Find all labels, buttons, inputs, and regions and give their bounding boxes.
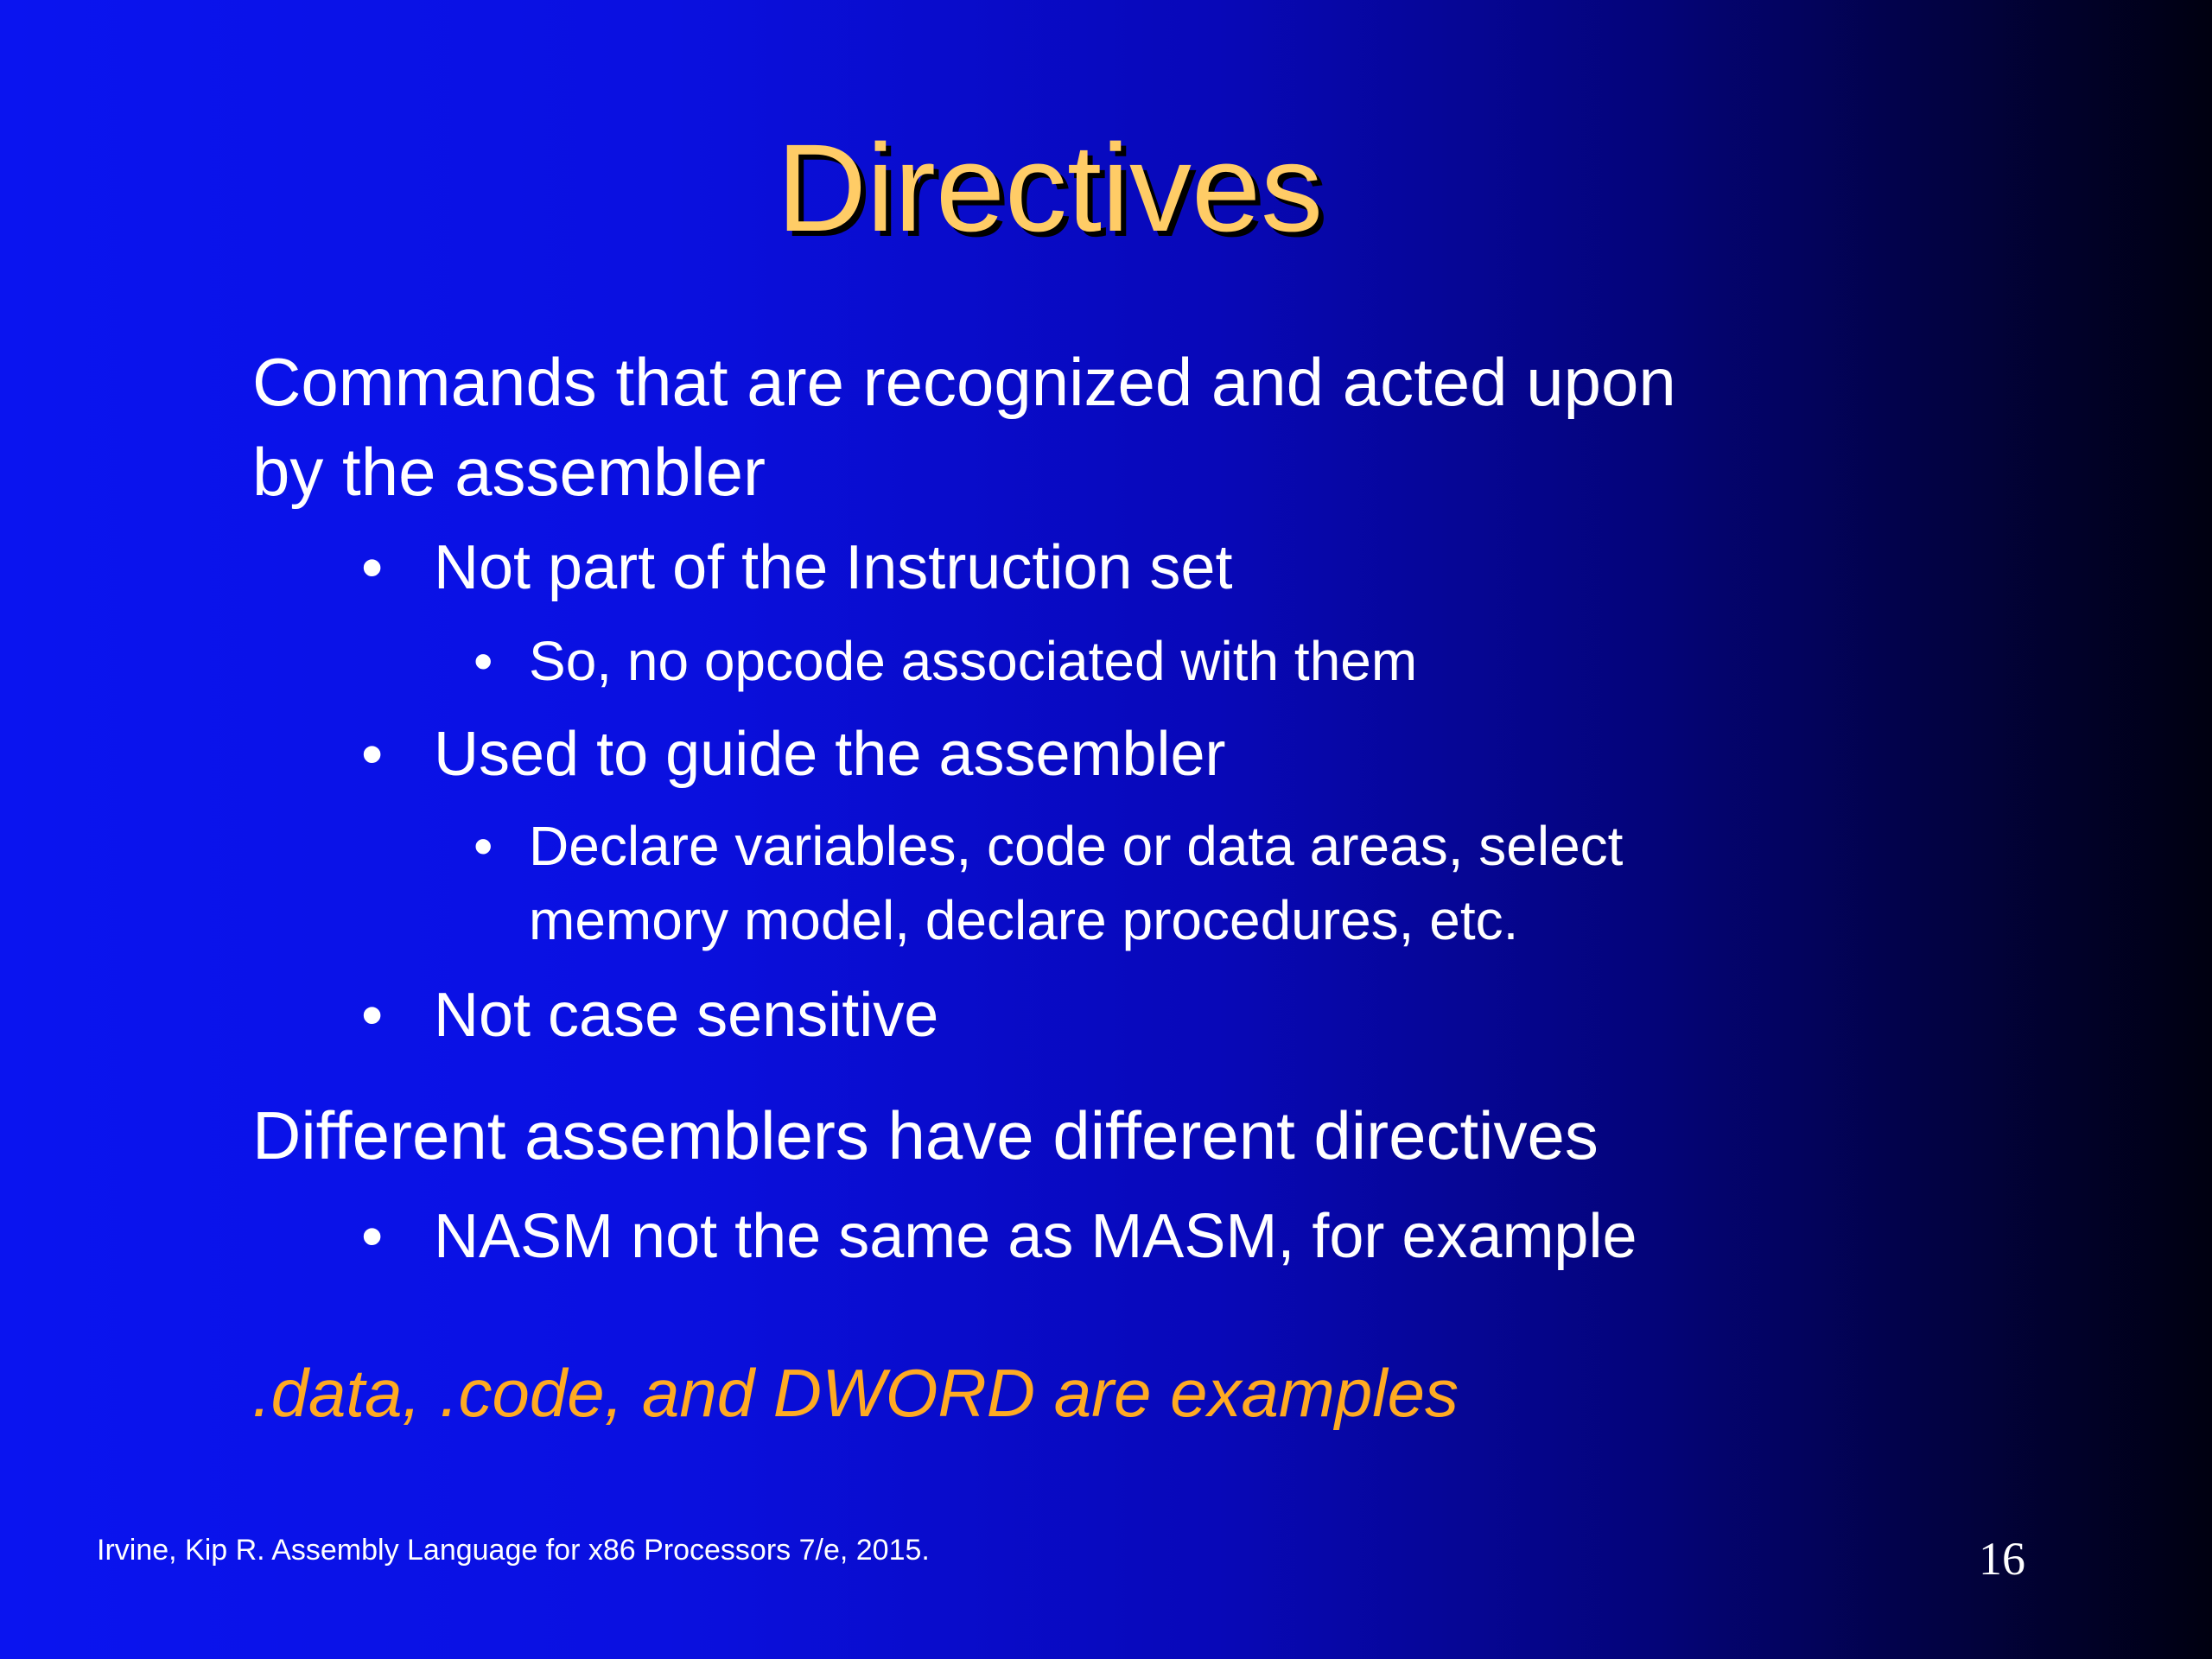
sub-bullet-marker: • — [474, 630, 493, 692]
slide-title: Directives — [776, 118, 1324, 257]
different-assemblers-point: Different assemblers have different directives — [252, 1097, 1599, 1173]
sub-bullet-no-opcode: So, no opcode associated with them — [529, 630, 1418, 692]
bullet-not-case-sensitive: Not case sensitive — [434, 981, 939, 1050]
sub-bullet-marker: • — [474, 815, 493, 877]
citation-footer: Irvine, Kip R. Assembly Language for x86 Processors 7/e, 2015. — [97, 1534, 930, 1567]
sub-bullet-declare-line-1: Declare variables, code or data areas, select — [529, 815, 1624, 877]
bullet-marker: • — [361, 533, 384, 602]
bullet-marker: • — [361, 720, 384, 789]
bullet-not-part-of-instruction-set: Not part of the Instruction set — [434, 533, 1233, 602]
intro-line-2: by the assembler — [252, 434, 766, 510]
bullet-nasm-vs-masm: NASM not the same as MASM, for example — [434, 1202, 1637, 1271]
directive-examples: .data, .code, and DWORD are examples — [252, 1355, 1459, 1431]
bullet-marker: • — [361, 1202, 384, 1271]
page-number: 16 — [1979, 1533, 2025, 1585]
sub-bullet-declare-line-2: memory model, declare procedures, etc. — [529, 889, 1519, 951]
bullet-guide-assembler: Used to guide the assembler — [434, 720, 1226, 789]
intro-line-1: Commands that are recognized and acted upon — [252, 344, 1676, 420]
bullet-marker: • — [361, 981, 384, 1050]
